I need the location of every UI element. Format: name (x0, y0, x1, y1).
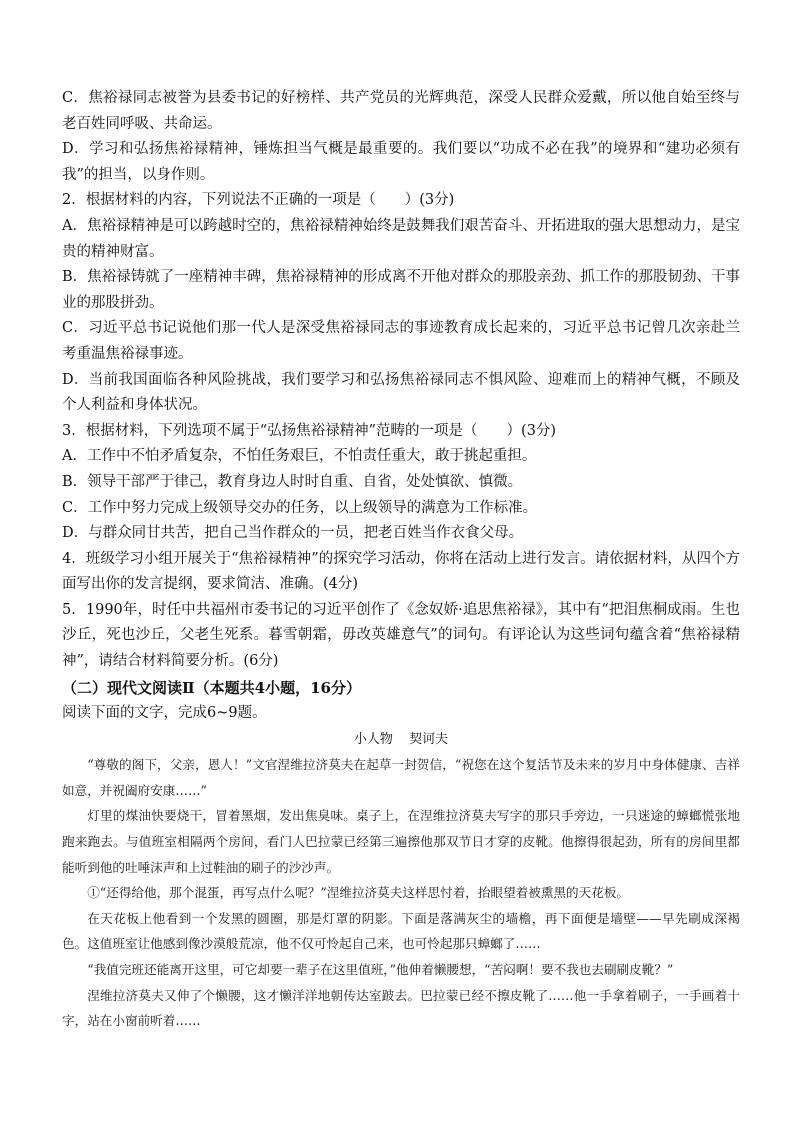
q2-option-b: B．焦裕禄铸就了一座精神丰碑，焦裕禄精神的形成离不开他对群众的那股亲劲、抓工作的那股韧劲、干事业的那股拼劲。 (62, 269, 740, 311)
story-title: 小人物 (353, 732, 393, 748)
exam-page (62, 86, 740, 1034)
q2-option-c: C．习近平总书记说他们那一代人是深受焦裕禄同志的事迹教育成长起来的，习近平总书记曾几次亲赴兰考重温焦裕禄事迹。 (62, 320, 740, 362)
story-paragraph: “我值完班还能离开这里，可它却要一辈子在这里值班，”他伸着懒腰想，“苦闷啊！要不我也去刷刷皮靴？” (87, 962, 674, 977)
q2-option-a: A．焦裕禄精神是可以跨越时空的，焦裕禄精神始终是鼓舞我们艰苦奋斗、开拓进取的强大思想动力，是宝贵的精神财富。 (62, 217, 740, 260)
q2-option-d: D．当前我国面临各种风险挑战，我们要学习和弘扬焦裕禄同志不惧风险、迎难而上的精神气概，不顾及个人利益和身体状况。 (62, 371, 740, 414)
q4-question: 4．班级学习小组开展关于“焦裕禄精神”的探究学习活动，你将在活动上进行发言。请依据材料，从四个方面写出你的发言提纲，要求简洁、准确。(4分) (62, 550, 740, 593)
q3-option-a: A．工作中不怕矛盾复杂，不怕任务艰巨，不怕责任重大，敢于挑起重担。 (62, 448, 537, 465)
q1-option-d: D．学习和弘扬焦裕禄精神，锤炼担当气概是最重要的。我们要以“功成不必在我”的境界和“建功必须有我”的担当，以身作则。 (62, 141, 740, 183)
section-heading: （二）现代文阅读Ⅱ（本题共4小题，16分） (62, 678, 361, 697)
section-instruction: 阅读下面的文字，完成6~9题。 (62, 704, 267, 721)
q3-option-d: D．与群众同甘共苦，把自己当作群众的一员，把老百姓当作衣食父母。 (62, 525, 524, 542)
q3-stem: 3．根据材料，下列选项不属于“弘扬焦裕禄精神”范畴的一项是（ ）(3分) (62, 422, 557, 439)
story-paragraph: “尊敬的阁下，父亲，恩人！”文官涅维拉济莫夫在起草一封贺信，“祝您在这个复活节及未来的岁月中身体健康、吉祥如意，并祝阖府安康……” (62, 757, 740, 798)
story-paragraph: ①“还得给他，那个混蛋，再写点什么呢？”涅维拉济莫夫这样思忖着，抬眼望着被熏黑的天花板。 (87, 885, 630, 901)
q5-question: 5．1990年，时任中共福州市委书记的习近平创作了《念奴娇·追思焦裕禄》，其中有“把泪焦桐成雨。生也沙丘，死也沙丘，父老生死系。暮雪朝霜，毋改英雄意气”的词句。有评论认为这些词句蕴含着“焦裕禄精神”，请结合材料简要分析。(6分) (62, 601, 740, 670)
story-paragraph: 涅维拉济莫夫又伸了个懒腰，这才懒洋洋地朝传达室跛去。巴拉蒙已经不擦皮靴了……他一手拿着刷子，一手画着十字，站在小窗前听着…… (62, 987, 740, 1029)
q1-option-c: C．焦裕禄同志被誉为县委书记的好榜样、共产党员的光辉典范，深受人民群众爱戴，所以他自始至终与老百姓同呼吸、共命运。 (62, 90, 740, 132)
q2-stem: 2．根据材料的内容，下列说法不正确的一项是（ ）(3分) (62, 192, 455, 209)
q3-option-b: B．领导干部严于律己，教育身边人时时自重、自省，处处慎欲、慎微。 (62, 473, 523, 490)
story-paragraph: 在天花板上他看到一个发黑的圆圈，那是灯罩的阴影。下面是落满灰尘的墙檐，再下面便是墙壁——早先刷成深褐色。这值班室让他感到像沙漠般荒凉，他不仅可怜起自己来，也可怜起那只蟑螂了…… (62, 910, 740, 952)
story-paragraph: 灯里的煤油快要烧干，冒着黑烟，发出焦臭味。桌子上，在涅维拉济莫夫写字的那只手旁边，一只迷途的蟑螂慌张地跑来跑去。与值班室相隔两个房间，看门人巴拉蒙已经第三遍擦他那双节日才穿的皮靴。他擦得很起劲，所有的房间里都能听到他的吐唾沫声和上过鞋油的刷子的沙沙声。 (62, 808, 740, 875)
q3-option-c: C．工作中努力完成上级领导交办的任务，以上级领导的满意为工作标准。 (62, 499, 538, 516)
story-title-line (62, 728, 740, 752)
story-author: 契诃夫 (409, 732, 449, 748)
